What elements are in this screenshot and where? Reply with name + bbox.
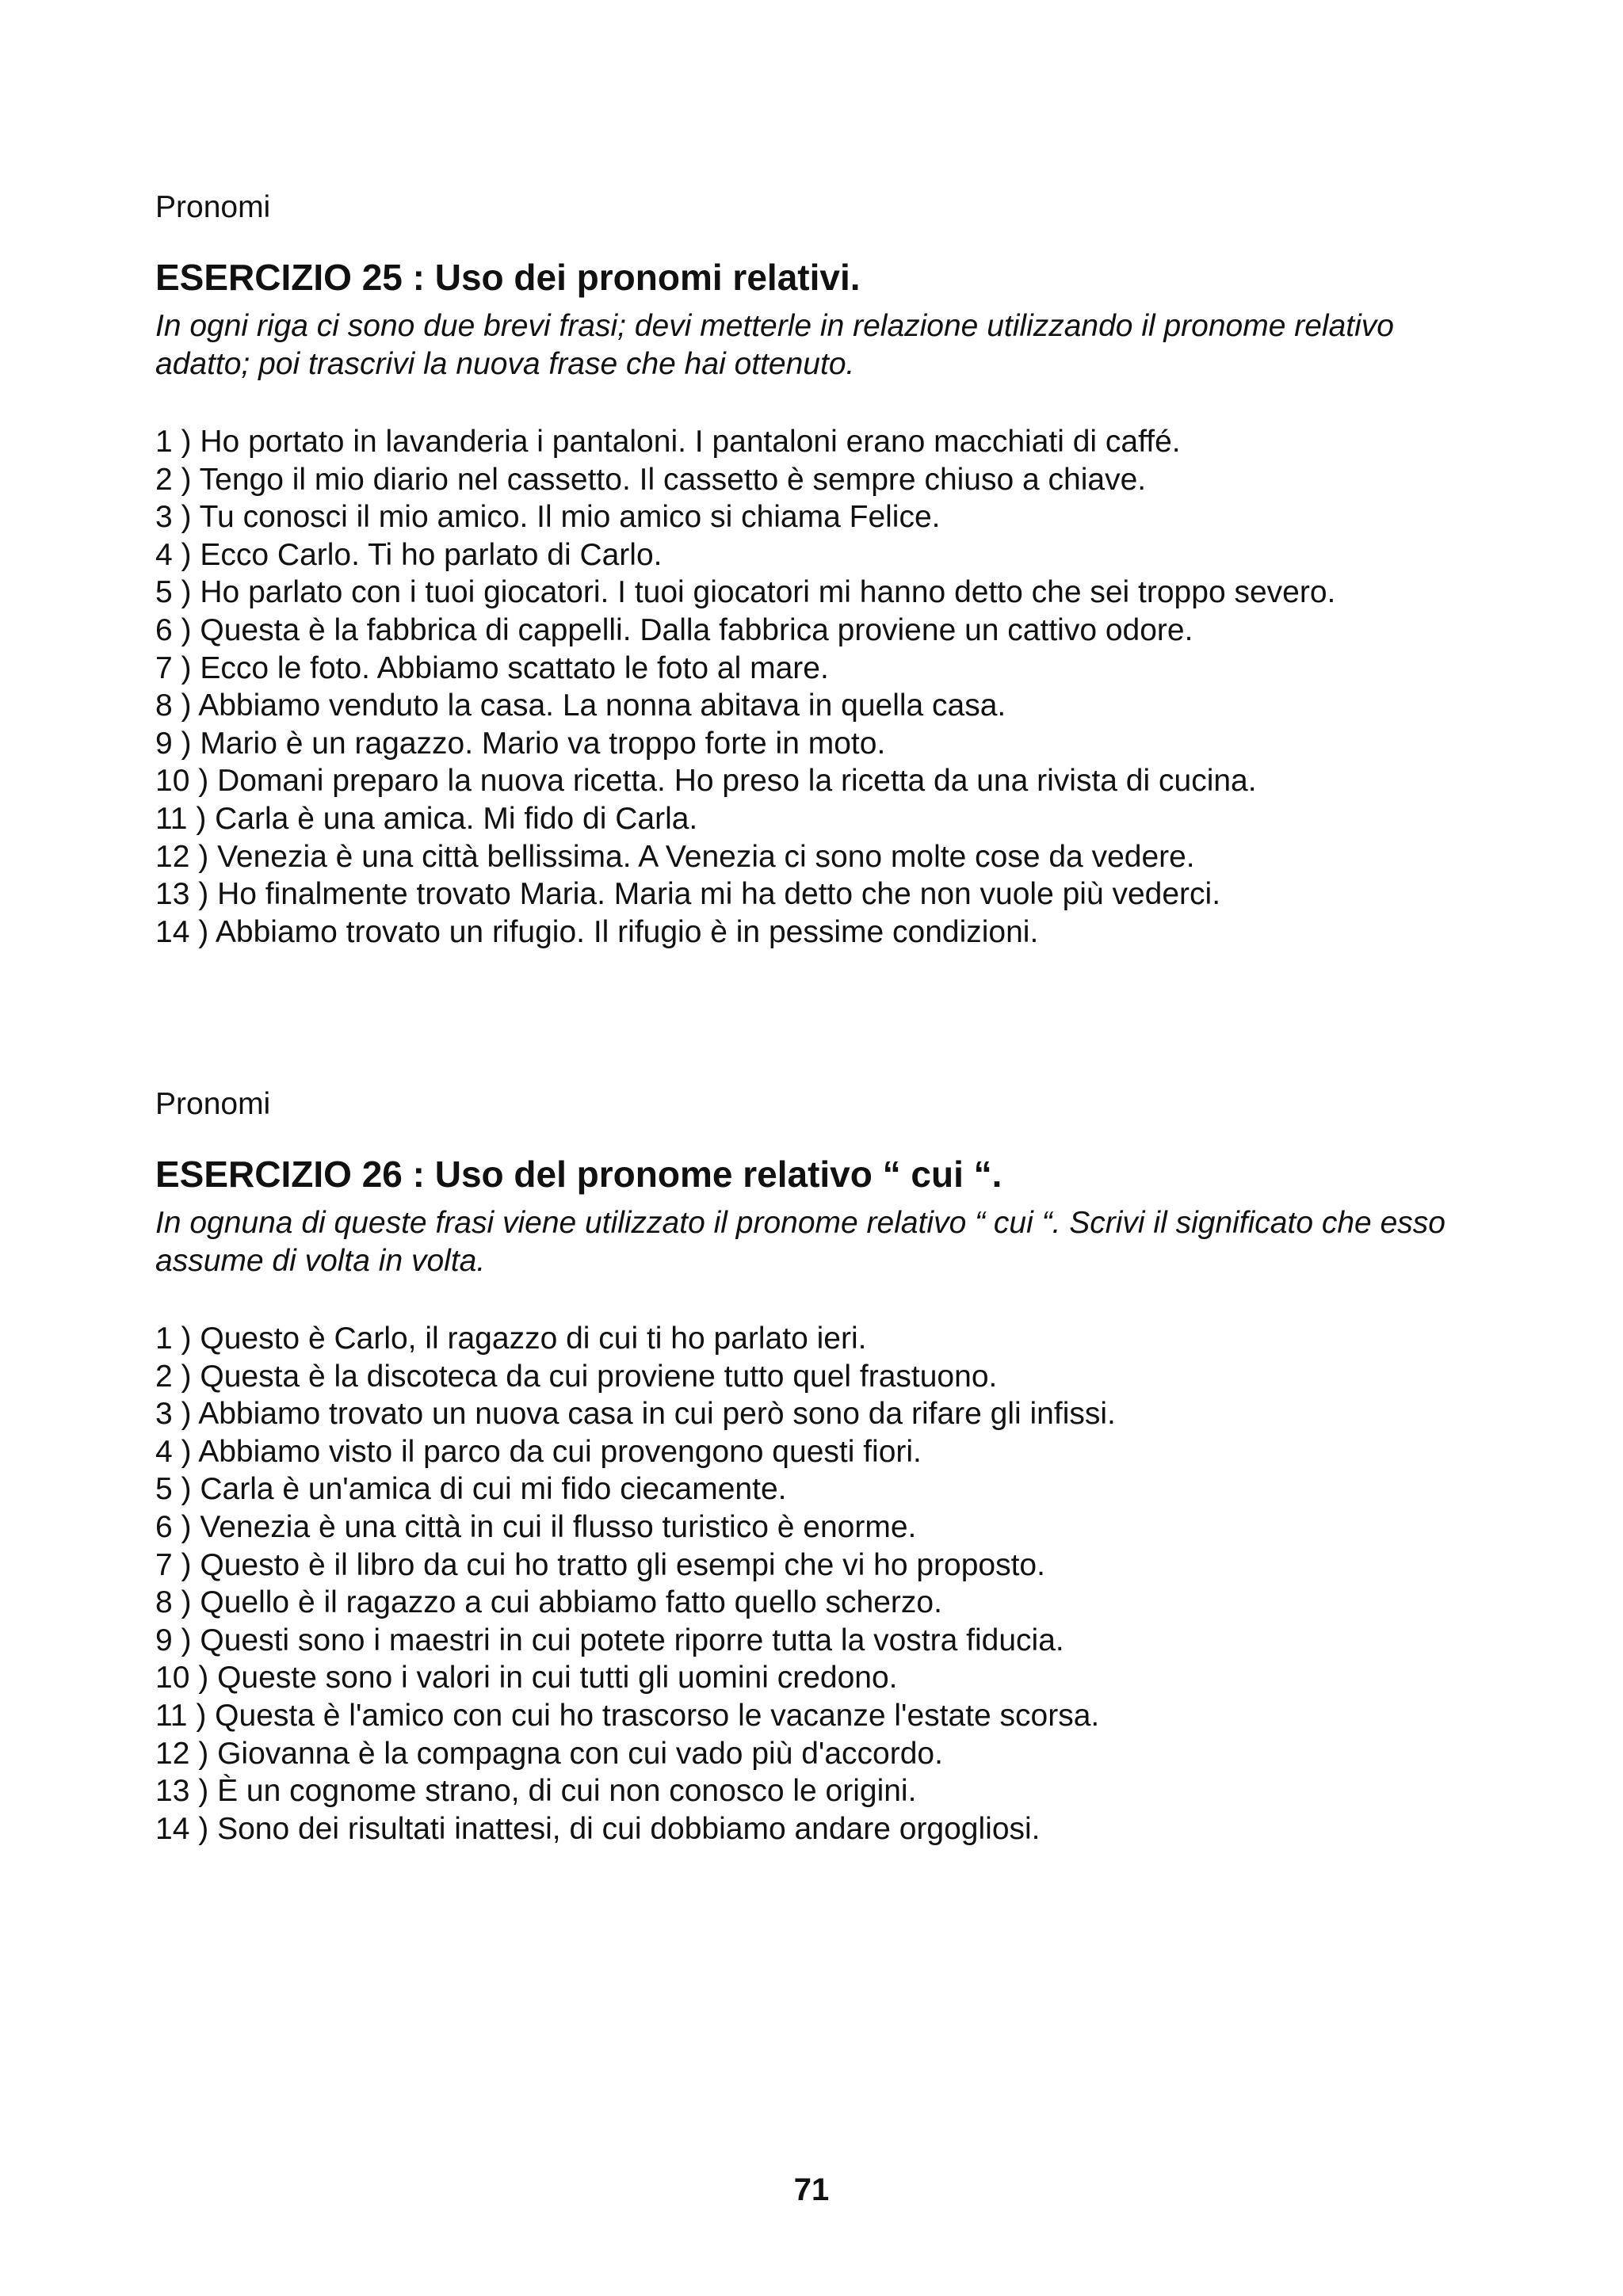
list-item: 14 ) Abbiamo trovato un rifugio. Il rifugio è in pessime condizioni. [155,914,1039,949]
item-text: Ho parlato con i tuoi giocatori. I tuoi giocatori mi hanno detto che sei troppo severo. [200,575,1336,610]
exercise-instructions: In ognuna di queste frasi viene utilizzato il pronome relativo “ cui “. Scrivi il significato che esso assume di volta in volta. [155,1206,1445,1278]
item-number: 12 [155,839,190,874]
item-text: Questo è Carlo, il ragazzo di cui ti ho parlato ieri. [200,1322,867,1356]
item-number: 9 [155,726,173,761]
list-item: 6 ) Venezia è una città in cui il flusso turistico è enorme. [155,1509,917,1544]
list-item: 13 ) È un cognome strano, di cui non conosco le origini. [155,1774,917,1809]
item-number: 9 [155,1623,173,1657]
item-text: È un cognome strano, di cui non conosco le origini. [217,1774,917,1809]
section-category: Pronomi [155,1087,271,1121]
item-text: Abbiamo trovato un nuova casa in cui però sono da rifare gli infissi. [198,1397,1116,1432]
list-item: 7 ) Ecco le foto. Abbiamo scattato le foto al mare. [155,650,829,685]
list-item: 10 ) Domani preparo la nuova ricetta. Ho preso la ricetta da una rivista di cucina. [155,764,1257,799]
item-text: Queste sono i valori in cui tutti gli uomini credono. [217,1661,898,1695]
item-number: 4 [155,1434,173,1469]
item-text: Tu conosci il mio amico. Il mio amico si chiama Felice. [199,500,941,535]
list-item: 2 ) Tengo il mio diario nel cassetto. Il cassetto è sempre chiuso a chiave. [155,462,1147,497]
item-number: 7 [155,1547,173,1582]
item-text: Giovanna è la compagna con cui vado più d'accordo. [217,1736,943,1771]
item-text: Questi sono i maestri in cui potete riporre tutta la vostra fiducia. [200,1623,1064,1657]
item-number: 14 [155,1811,190,1846]
list-item: 3 ) Tu conosci il mio amico. Il mio amico si chiama Felice. [155,500,941,535]
list-item: 1 ) Ho portato in lavanderia i pantaloni. I pantaloni erano macchiati di caffé. [155,425,1181,459]
list-item: 9 ) Questi sono i maestri in cui potete riporre tutta la vostra fiducia. [155,1623,1064,1657]
item-number: 11 [155,801,188,836]
item-number: 3 [155,500,173,535]
list-item: 11 ) Carla è una amica. Mi fido di Carla. [155,801,698,836]
list-item: 12 ) Venezia è una città bellissima. A Venezia ci sono molte cose da vedere. [155,839,1195,874]
item-text: Questo è il libro da cui ho tratto gli esempi che vi ho proposto. [200,1547,1045,1582]
list-item: 1 ) Questo è Carlo, il ragazzo di cui ti ho parlato ieri. [155,1322,867,1356]
list-item: 5 ) Ho parlato con i tuoi giocatori. I tuoi giocatori mi hanno detto che sei troppo severo. [155,575,1336,610]
list-item: 10 ) Queste sono i valori in cui tutti gli uomini credono. [155,1661,898,1695]
exercise-title: ESERCIZIO 25 : Uso dei pronomi relativi. [155,257,861,298]
item-text: Ecco le foto. Abbiamo scattato le foto al mare. [200,650,829,685]
list-item: 4 ) Abbiamo visto il parco da cui provengono questi fiori. [155,1434,922,1469]
item-text: Sono dei risultati inattesi, di cui dobbiamo andare orgogliosi. [217,1811,1041,1846]
item-number: 1 [155,425,173,459]
item-number: 5 [155,575,173,610]
item-number: 3 [155,1397,173,1432]
exercise-25 [155,189,1487,951]
list-item: 4 ) Ecco Carlo. Ti ho parlato di Carlo. [155,537,663,572]
item-number: 13 [155,1774,190,1809]
item-text: Questa è l'amico con cui ho trascorso le vacanze l'estate scorsa. [215,1698,1100,1733]
item-text: Carla è un'amica di cui mi fido ciecamente. [200,1472,787,1507]
item-text: Ho portato in lavanderia i pantaloni. I pantaloni erano macchiati di caffé. [200,425,1181,459]
item-number: 6 [155,612,173,647]
list-item: 2 ) Questa è la discoteca da cui proviene tutto quel frastuono. [155,1359,998,1394]
exercise-instructions: In ogni riga ci sono due brevi frasi; devi metterle in relazione utilizzando il pronome relativo adatto; poi trascrivi la nuova frase che hai ottenuto. [155,309,1394,381]
list-item: 12 ) Giovanna è la compagna con cui vado più d'accordo. [155,1736,943,1771]
item-text: Abbiamo venduto la casa. La nonna abitava in quella casa. [198,688,1006,723]
item-number: 14 [155,914,190,949]
item-number: 13 [155,877,190,912]
item-text: Quello è il ragazzo a cui abbiamo fatto quello scherzo. [200,1585,942,1620]
item-text: Questa è la fabbrica di cappelli. Dalla fabbrica proviene un cattivo odore. [200,612,1193,647]
section-category: Pronomi [155,190,271,224]
list-item: 5 ) Carla è un'amica di cui mi fido ciecamente. [155,1472,787,1507]
item-number: 10 [155,764,190,799]
item-number: 7 [155,650,173,685]
item-text: Questa è la discoteca da cui proviene tutto quel frastuono. [200,1359,998,1394]
list-item: 11 ) Questa è l'amico con cui ho trascorso le vacanze l'estate scorsa. [155,1698,1100,1733]
item-text: Ecco Carlo. Ti ho parlato di Carlo. [200,537,663,572]
list-item: 9 ) Mario è un ragazzo. Mario va troppo forte in moto. [155,726,886,761]
item-text: Abbiamo trovato un rifugio. Il rifugio è in pessime condizioni. [215,914,1039,949]
item-number: 10 [155,1661,190,1695]
exercise-26 [155,1085,1487,1848]
list-item: 3 ) Abbiamo trovato un nuova casa in cui però sono da rifare gli infissi. [155,1397,1116,1432]
item-number: 8 [155,688,173,723]
item-number: 6 [155,1509,173,1544]
item-number: 2 [155,1359,173,1394]
item-text: Venezia è una città bellissima. A Venezia ci sono molte cose da vedere. [217,839,1195,874]
item-number: 4 [155,537,173,572]
item-number: 11 [155,1698,188,1733]
item-number: 5 [155,1472,173,1507]
list-item: 13 ) Ho finalmente trovato Maria. Maria mi ha detto che non vuole più vederci. [155,877,1221,912]
page-number: 71 [793,2172,830,2207]
sentence-list [155,1320,1487,1848]
item-text: Abbiamo visto il parco da cui provengono questi fiori. [198,1434,922,1469]
item-text: Tengo il mio diario nel cassetto. Il cassetto è sempre chiuso a chiave. [199,462,1147,497]
item-text: Mario è un ragazzo. Mario va troppo forte in moto. [200,726,886,761]
item-text: Venezia è una città in cui il flusso turistico è enorme. [200,1509,917,1544]
list-item: 14 ) Sono dei risultati inattesi, di cui dobbiamo andare orgogliosi. [155,1811,1041,1846]
item-text: Carla è una amica. Mi fido di Carla. [215,801,698,836]
item-text: Domani preparo la nuova ricetta. Ho preso la ricetta da una rivista di cucina. [217,764,1257,799]
exercise-title: ESERCIZIO 26 : Uso del pronome relativo “ cui “. [155,1154,1002,1195]
item-number: 12 [155,1736,190,1771]
list-item: 8 ) Abbiamo venduto la casa. La nonna abitava in quella casa. [155,688,1006,723]
list-item: 6 ) Questa è la fabbrica di cappelli. Dalla fabbrica proviene un cattivo odore. [155,612,1193,647]
sentence-list [155,423,1487,951]
item-text: Ho finalmente trovato Maria. Maria mi ha detto che non vuole più vederci. [217,877,1221,912]
item-number: 8 [155,1585,173,1620]
item-number: 1 [155,1322,173,1356]
list-item: 7 ) Questo è il libro da cui ho tratto gli esempi che vi ho proposto. [155,1547,1045,1582]
item-number: 2 [155,462,173,497]
list-item: 8 ) Quello è il ragazzo a cui abbiamo fatto quello scherzo. [155,1585,942,1620]
